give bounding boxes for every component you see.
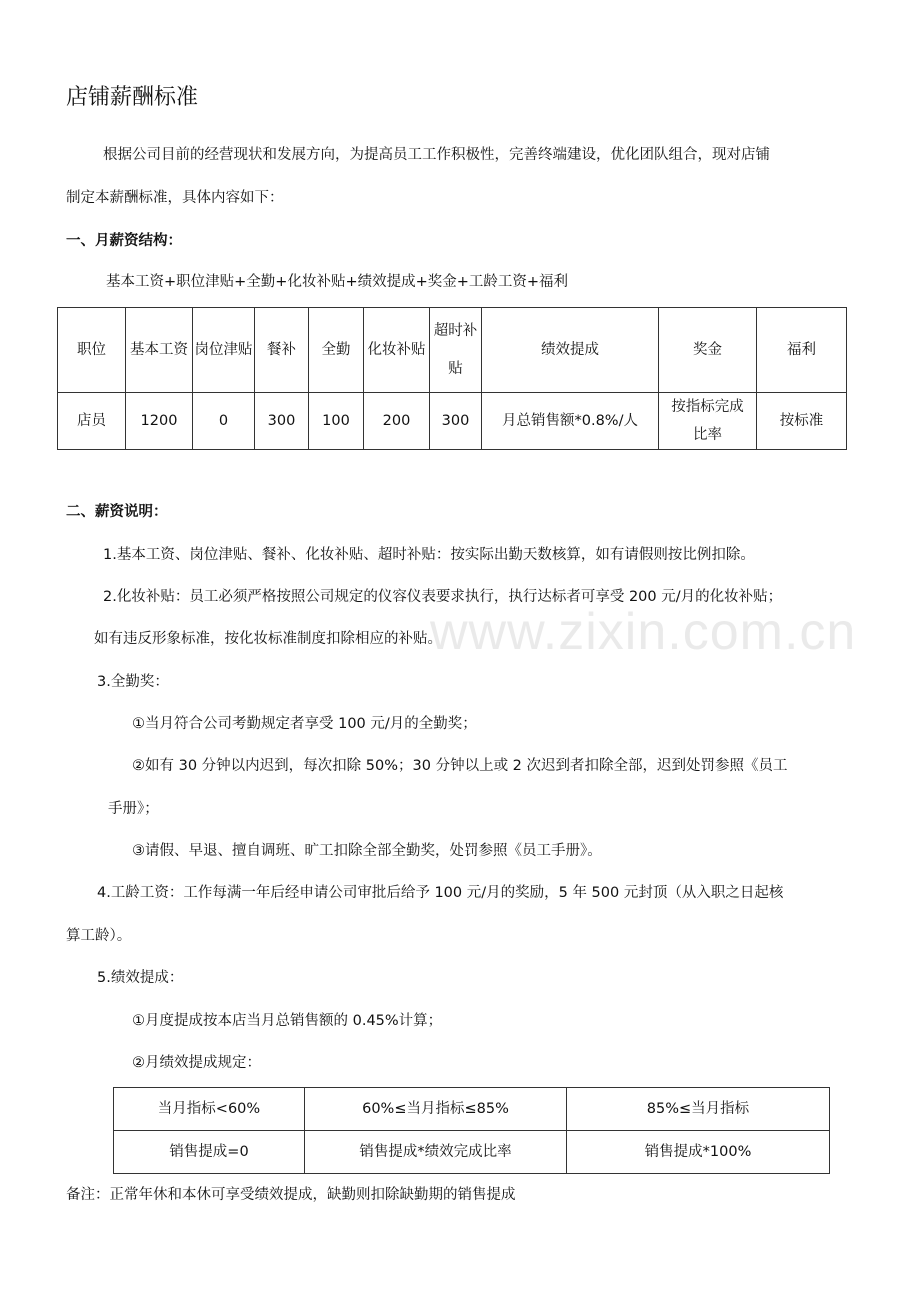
intro-paragraph-line1: 根据公司目前的经营现状和发展方向，为提高员工工作积极性，完善终端建设，优化团队组合，现对店铺	[103, 147, 770, 163]
footnote: 备注：正常年休和本休可享受绩效提成，缺勤则扣除缺勤期的销售提成	[66, 1187, 516, 1203]
cell-post-allowance: 0	[193, 393, 255, 450]
cell-makeup: 200	[364, 393, 430, 450]
item-3b-line2: 手册》；	[108, 801, 159, 817]
item-4-line2: 算工龄）。	[66, 928, 132, 944]
item-3a: ①当月符合公司考勤规定者享受 100 元/月的全勤奖；	[132, 716, 477, 732]
table-header-row	[58, 308, 847, 393]
header-cell-position: 职位	[58, 308, 126, 393]
cell-overtime: 300	[430, 393, 482, 450]
perf-header-60to85: 60%≤当月指标≤85%	[305, 1088, 567, 1131]
cell-bonus: 按指标完成比率	[659, 393, 757, 450]
cell-position: 店员	[58, 393, 126, 450]
performance-commission-table	[113, 1087, 830, 1174]
header-cell-makeup: 化妆补贴	[364, 308, 430, 393]
header-cell-overtime: 超时补贴	[430, 308, 482, 393]
header-cell-base-salary: 基本工资	[126, 308, 193, 393]
item-2-line1: 2.化妆补贴：员工必须严格按照公司规定的仪容仪表要求执行，执行达标者可享受 200 元/月的化妆补贴；	[103, 589, 783, 605]
watermark: www.zixin.com.cn	[430, 603, 857, 661]
cell-base-salary: 1200	[126, 393, 193, 450]
header-cell-meal: 餐补	[255, 308, 309, 393]
perf-header-over85: 85%≤当月指标	[567, 1088, 830, 1131]
item-5: 5.绩效提成：	[97, 970, 184, 986]
salary-formula: 基本工资+职位津贴+全勤+化妆补贴+绩效提成+奖金+工龄工资+福利	[106, 274, 569, 290]
table-header-row	[114, 1088, 830, 1131]
item-4-line1: 4.工龄工资：工作每满一年后经申请公司审批后给予 100 元/月的奖励，5 年 500 元封顶（从入职之日起核	[97, 885, 784, 901]
salary-structure-table	[57, 307, 847, 450]
header-cell-post-allowance: 岗位津贴	[193, 308, 255, 393]
perf-cell-over85: 销售提成*100%	[567, 1131, 830, 1174]
perf-cell-under60: 销售提成=0	[114, 1131, 305, 1174]
item-3b-line1: ②如有 30 分钟以内迟到，每次扣除 50%；30 分钟以上或 2 次迟到者扣除全部，迟到处罚参照《员工	[132, 758, 788, 774]
header-cell-attendance: 全勤	[309, 308, 364, 393]
item-5b: ②月绩效提成规定：	[132, 1055, 261, 1071]
table-row	[58, 393, 847, 450]
item-2-line2: 如有违反形象标准，按化妆标准制度扣除相应的补贴。	[94, 631, 442, 647]
item-3: 3.全勤奖：	[97, 674, 169, 690]
perf-header-under60: 当月指标<60%	[114, 1088, 305, 1131]
page-title: 店铺薪酬标准	[66, 85, 199, 110]
intro-paragraph-line2: 制定本薪酬标准，具体内容如下：	[66, 190, 284, 206]
cell-attendance: 100	[309, 393, 364, 450]
item-1: 1.基本工资、岗位津贴、餐补、化妆补贴、超时补贴：按实际出勤天数核算，如有请假则按比例扣除。	[103, 547, 755, 563]
item-5a: ①月度提成按本店当月总销售额的 0.45%计算；	[132, 1013, 443, 1029]
cell-meal: 300	[255, 393, 309, 450]
cell-welfare: 按标准	[757, 393, 847, 450]
header-cell-performance: 绩效提成	[482, 308, 659, 393]
header-cell-welfare: 福利	[757, 308, 847, 393]
cell-performance: 月总销售额*0.8%/人	[482, 393, 659, 450]
header-cell-bonus: 奖金	[659, 308, 757, 393]
section1-heading: 一、月薪资结构：	[66, 233, 182, 249]
perf-cell-60to85: 销售提成*绩效完成比率	[305, 1131, 567, 1174]
item-3c: ③请假、早退、擅自调班、旷工扣除全部全勤奖，处罚参照《员工手册》。	[132, 843, 602, 859]
table-row	[114, 1131, 830, 1174]
section2-heading: 二、薪资说明：	[66, 504, 168, 520]
